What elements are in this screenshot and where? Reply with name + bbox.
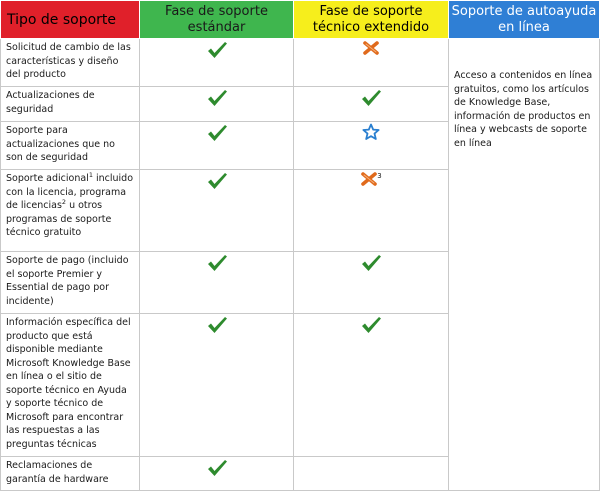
standard-cell [140, 87, 294, 122]
cross-icon [360, 172, 378, 183]
standard-cell [140, 170, 294, 252]
extended-cell [294, 87, 449, 122]
row-label: Reclamaciones de garantía de hardware [1, 457, 140, 491]
check-icon [206, 316, 228, 327]
self-help-cell: Acceso a contenidos en línea gratuitos, como los artículos de Knowledge Base, información de productos en línea y webcasts de soporte en línea [449, 39, 600, 491]
header-support-type: Tipo de soporte [1, 1, 140, 39]
standard-cell [140, 457, 294, 491]
row-label: Información específica del producto que está disponible mediante Microsoft Knowledge Base en línea o el sitio de soporte técnico en Ayuda y soporte técnico de Microsoft para encontrar las respuestas a las preguntas técnicas [1, 314, 140, 457]
table-row [1, 39, 600, 87]
extended-cell [294, 252, 449, 314]
row-label: Soporte para actualizaciones que no son de seguridad [1, 122, 140, 170]
check-icon [206, 172, 228, 183]
check-icon [206, 41, 228, 52]
check-icon [206, 124, 228, 135]
extended-cell [294, 170, 449, 252]
cross-icon [362, 41, 380, 52]
footnote-marker: 3 [377, 172, 382, 180]
header-self-help: Soporte de autoayuda en línea [449, 1, 600, 39]
check-icon [360, 254, 382, 265]
standard-cell [140, 314, 294, 457]
standard-cell [140, 39, 294, 87]
row-label [1, 170, 140, 252]
row-label-part: Soporte adicional [6, 173, 89, 184]
check-icon [360, 316, 382, 327]
check-icon [206, 459, 228, 470]
extended-cell [294, 457, 449, 491]
extended-cell [294, 314, 449, 457]
standard-cell [140, 252, 294, 314]
row-label-part: incluido con la licencia, programa de licencias [6, 173, 134, 211]
check-icon [206, 254, 228, 265]
standard-cell [140, 122, 294, 170]
row-label: Soporte de pago (incluido el soporte Premier y Essential de pago por incidente) [1, 252, 140, 314]
header-standard-phase: Fase de soporte estándar [140, 1, 294, 39]
header-row [1, 1, 600, 39]
footnote-marker: 2 [61, 197, 67, 206]
row-label: Solicitud de cambio de las características y diseño del producto [1, 39, 140, 87]
row-label-part: u otros programas de soporte técnico gratuito [6, 200, 112, 238]
check-icon [206, 89, 228, 100]
star-icon [362, 124, 380, 135]
extended-cell [294, 39, 449, 87]
row-label: Actualizaciones de seguridad [1, 87, 140, 122]
check-icon [360, 89, 382, 100]
extended-cell [294, 122, 449, 170]
footnote-marker: 1 [88, 170, 93, 179]
header-extended-phase: Fase de soporte técnico extendido [294, 1, 449, 39]
